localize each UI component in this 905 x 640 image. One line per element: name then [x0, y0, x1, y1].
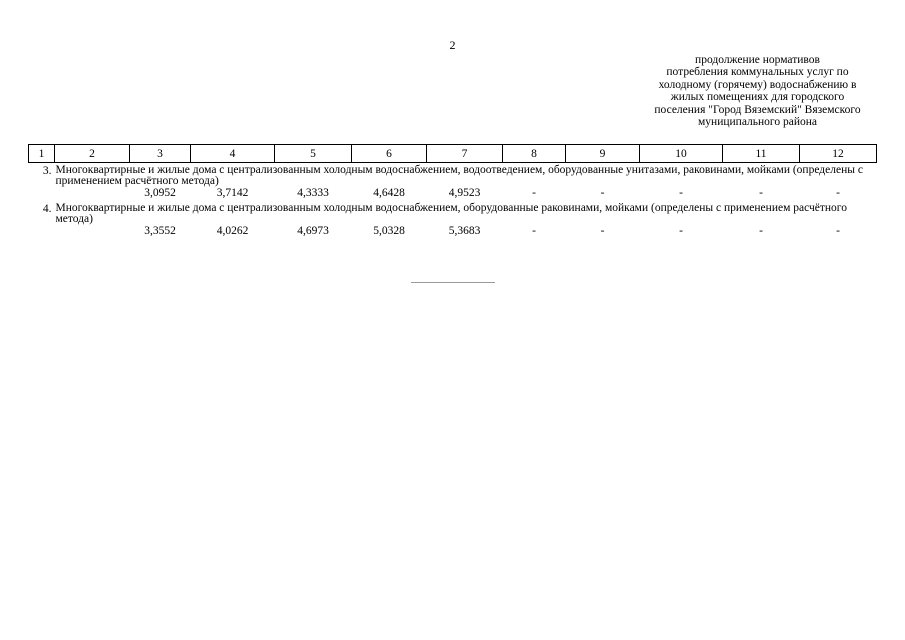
row-description: Многоквартирные и жилые дома с централизованным холодным водоснабжением, водоотведением, оборудованные унитазами, раковинами, мойками (определены с применением расчётного метода): [55, 164, 863, 187]
header-note-line: поселения "Город Вяземский" Вяземского: [654, 103, 861, 116]
column-header: 8: [503, 145, 566, 163]
norms-table: [28, 144, 877, 239]
column-header: 3: [130, 145, 191, 163]
column-header: 10: [640, 145, 723, 163]
footer-divider: [411, 282, 495, 283]
norm-value: -: [600, 187, 605, 199]
norm-value: -: [759, 187, 763, 199]
column-header: 1: [29, 145, 55, 163]
header-note-line: продолжение нормативов: [695, 54, 820, 66]
column-header: 12: [800, 145, 877, 163]
norm-value: 4,3333: [297, 187, 329, 199]
row-number: 4.: [42, 203, 52, 215]
row-description: Многоквартирные и жилые дома с централизованным холодным водоснабжением, оборудованные раковинами, мойками (определены с применением расчётного метода): [55, 202, 847, 225]
table-row-title: [29, 163, 877, 187]
header-note: [640, 54, 875, 128]
norm-value: -: [759, 225, 763, 237]
norm-value: -: [532, 187, 536, 199]
column-header-row: [29, 145, 877, 163]
header-note-line: холодному (горячему) водоснабжению в: [658, 78, 857, 91]
row-number: 3.: [42, 165, 52, 177]
page-number: 2: [449, 38, 456, 52]
norm-value: -: [600, 225, 605, 237]
table-row-values: [29, 186, 877, 201]
table-row-title: [29, 201, 877, 224]
norm-value: 3,3552: [144, 225, 176, 237]
norm-value: 4,6973: [297, 225, 329, 237]
norm-value: 4,6428: [373, 187, 405, 199]
header-note-line: жилых помещениях для городского: [670, 91, 845, 104]
norm-value: 3,0952: [144, 187, 176, 199]
column-header: 2: [55, 145, 130, 163]
norm-value: 4,0262: [216, 225, 249, 237]
norm-value: 5,3683: [448, 225, 481, 237]
column-header: 5: [275, 145, 352, 163]
norm-value: -: [836, 187, 840, 199]
column-header: 4: [191, 145, 275, 163]
column-header: 9: [566, 145, 640, 163]
norm-value: 3,7142: [216, 187, 249, 199]
column-header: 11: [723, 145, 800, 163]
norm-value: -: [532, 225, 536, 237]
norm-value: -: [679, 225, 683, 237]
norm-value: 4,9523: [448, 187, 481, 199]
table-row-values: [29, 224, 877, 239]
header-note-line: потребления коммунальных услуг по: [666, 66, 849, 79]
header-note-line: муниципального района: [698, 116, 817, 129]
column-header: 6: [352, 145, 427, 163]
norm-value: -: [679, 187, 683, 199]
column-header: 7: [427, 145, 503, 163]
norm-value: -: [836, 225, 840, 237]
norm-value: 5,0328: [373, 225, 405, 237]
